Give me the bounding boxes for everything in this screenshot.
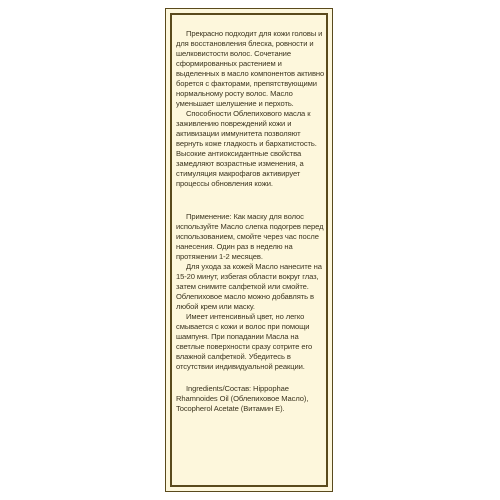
ingredients-text: Ingredients/Состав: Hippophae Rhamnoides Oil (Облепиховое Масло), Tocopherol Acetate (Витамин Е). bbox=[176, 384, 309, 413]
description-paragraph-1: Прекрасно подходит для кожи головы и для восстановления блеска, ровности и шелковистости волос. Сочетание сформированных растением и выделенных в масло компонентов активно борется с факторами, препятствующими нормальному росту волос. Масло уменьшает шелушение и перхоть. bbox=[176, 29, 325, 108]
spacer bbox=[176, 189, 326, 212]
product-label bbox=[165, 8, 333, 492]
usage-paragraph-2: Для ухода за кожей Масло нанесите на 15-20 минут, избегая области вокруг глаз, затем снимите салфеткой или смойте. Облепиховое масло можно добавлять в любой крем или маску. bbox=[176, 262, 322, 311]
usage-paragraph-1: Применение: Как маску для волос используйте Масло слегка подогрев перед использованием, смойте через час после нанесения. Один раз в неделю на протяжении 1-2 месяцев. bbox=[176, 212, 324, 261]
spacer bbox=[176, 372, 326, 384]
usage-paragraph-3: Имеет интенсивный цвет, но легко смывается с кожи и волос при помощи шампуня. При попадании Масла на светлые поверхности сразу сотрите его влажной салфеткой. Убедитесь в отсутствии индивидуальной реакции. bbox=[176, 312, 313, 371]
label-text bbox=[176, 29, 326, 414]
description-paragraph-2: Способности Облепихового масла к заживлению повреждений кожи и активизации иммунитета позволяют вернуть коже гладкость и бархатистость. Высокие антиоксидантные свойства замедляют возрастные изменения, а стимуляция макрофагов активирует процессы обновления кожи. bbox=[176, 109, 317, 188]
